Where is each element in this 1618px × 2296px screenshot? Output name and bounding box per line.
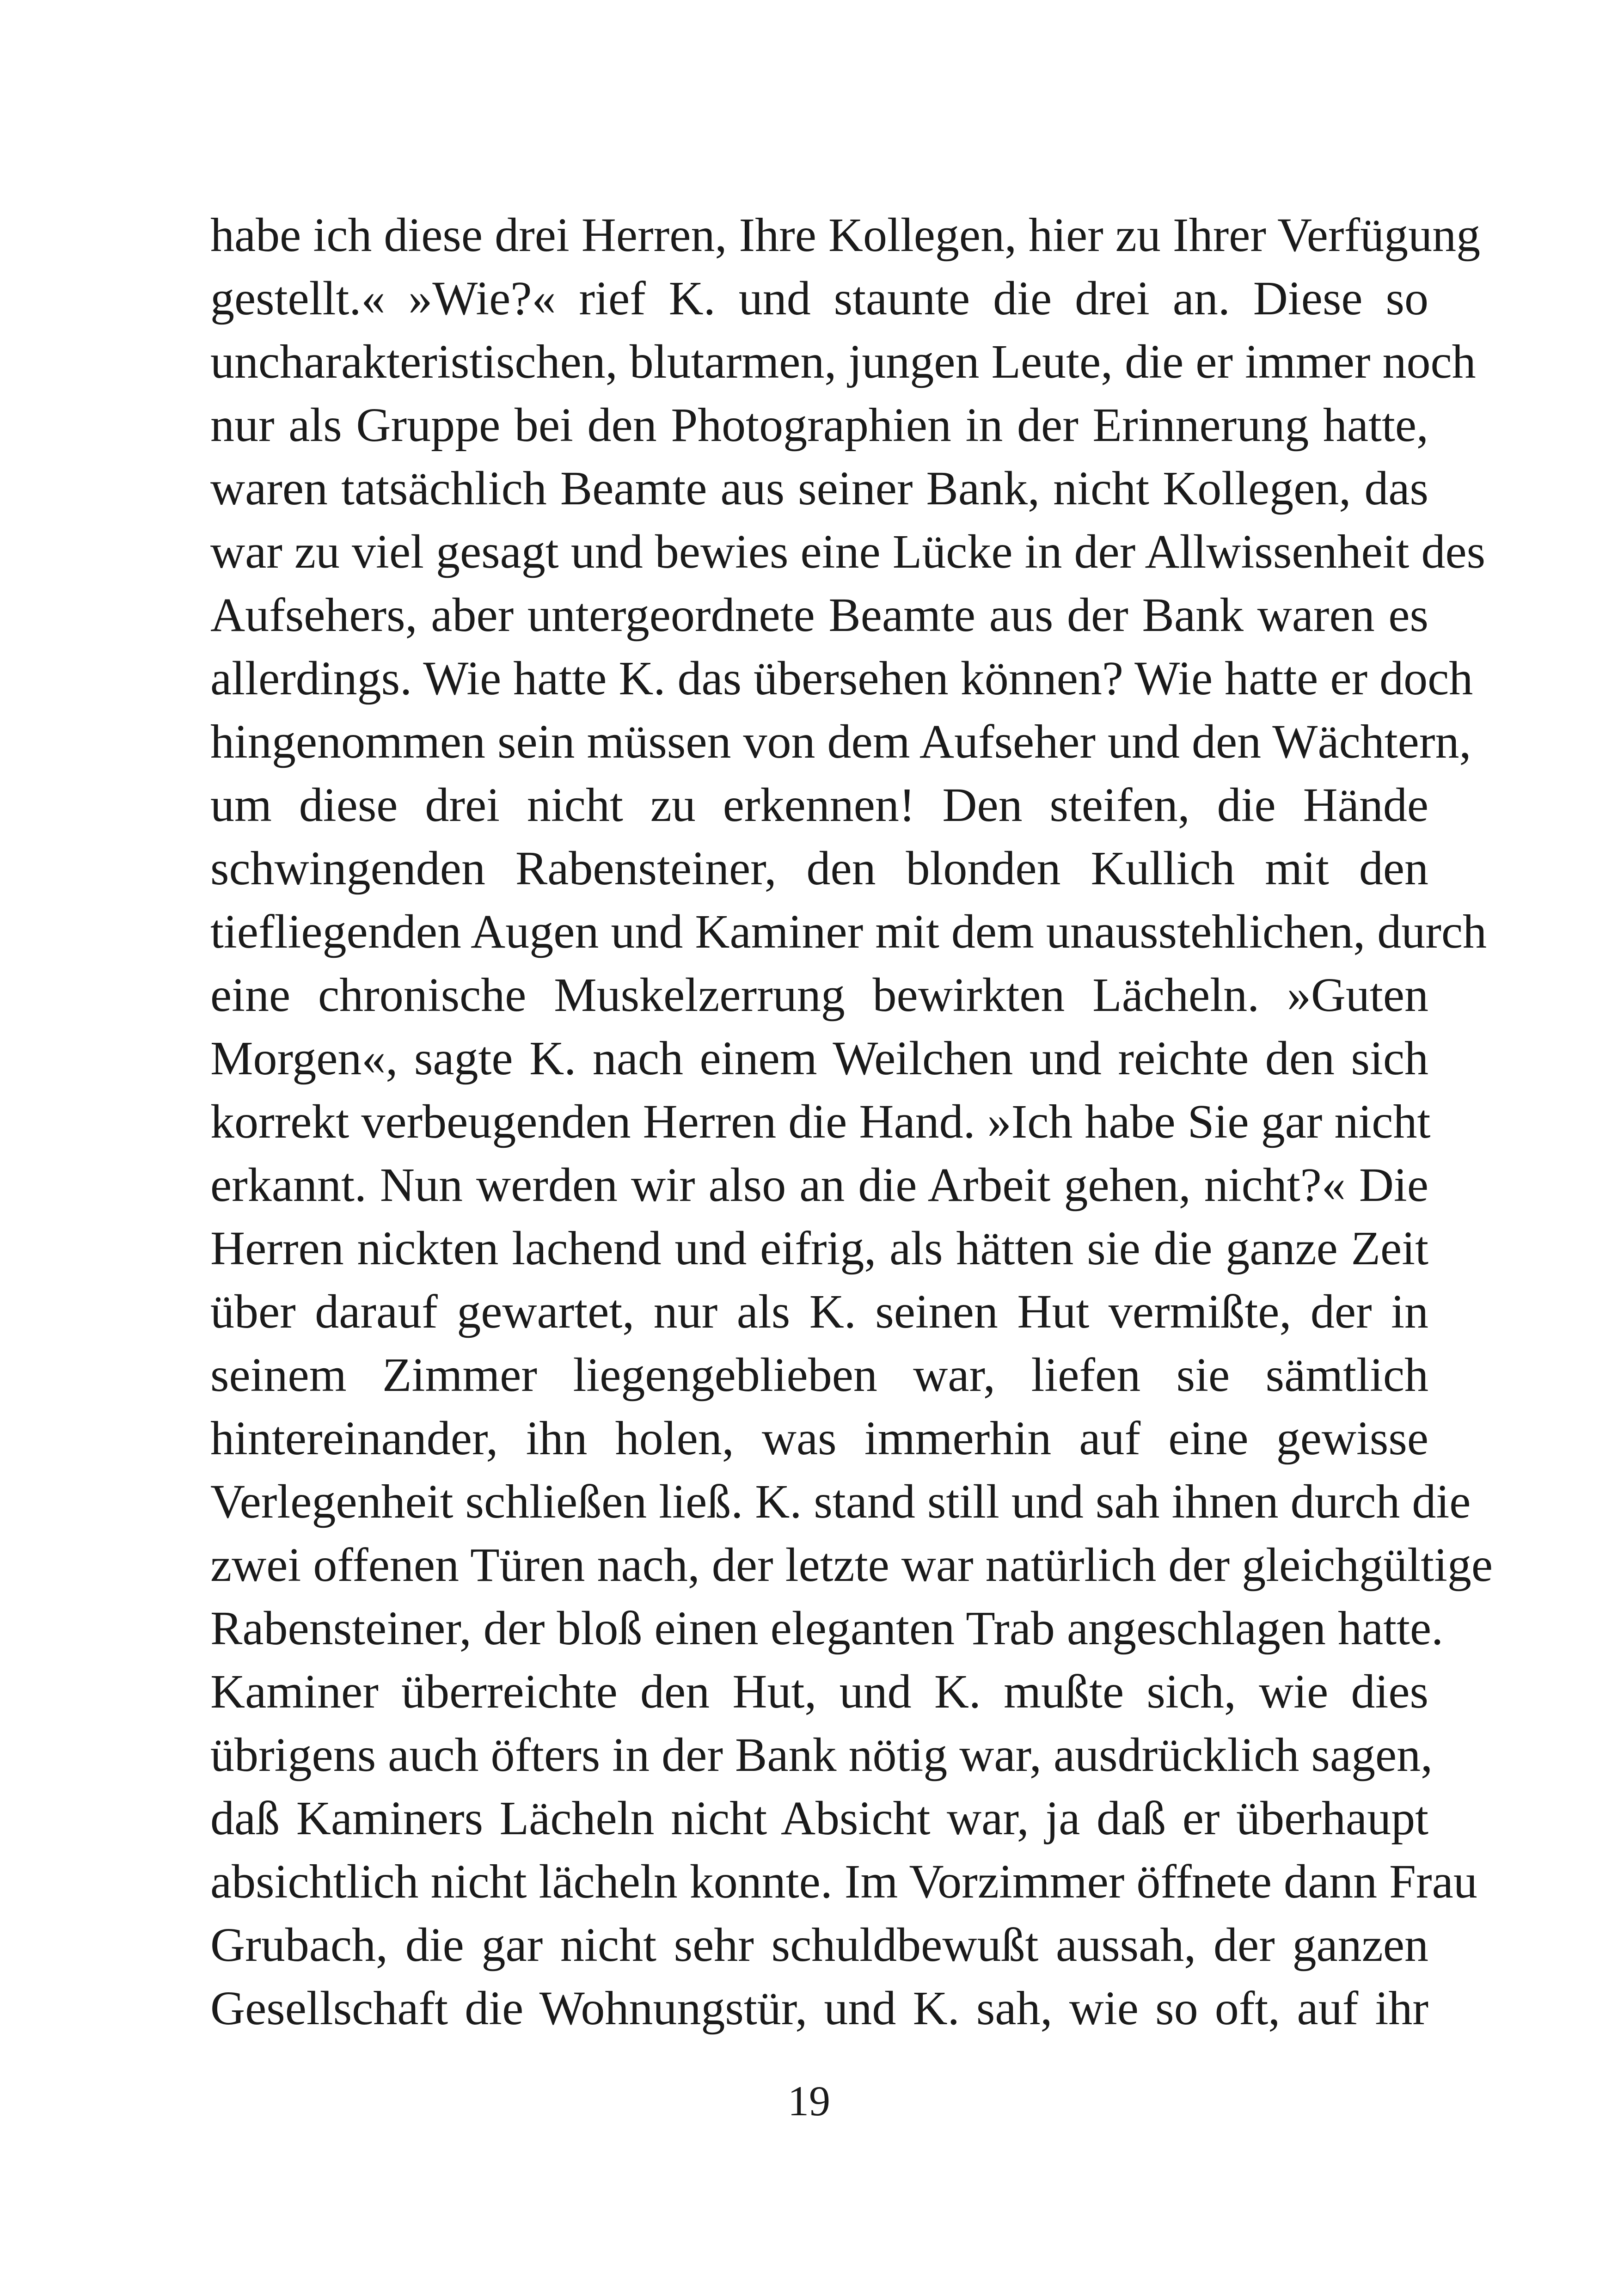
text-line: Aufsehers, aber untergeordnete Beamte aus der Bank waren es: [210, 588, 1428, 642]
text-line: um diese drei nicht zu erkennen! Den steifen, die Hände: [210, 778, 1428, 832]
text-line: nur als Gruppe bei den Photographien in der Erinnerung hatte,: [210, 398, 1428, 452]
text-line: uncharakteristischen, blutarmen, jungen Leute, die er immer noch: [210, 335, 1476, 388]
text-line: hintereinander, ihn holen, was immerhin auf eine gewisse: [210, 1412, 1428, 1465]
text-line: Verlegenheit schließen ließ. K. stand still und sah ihnen durch die: [210, 1475, 1471, 1528]
text-line: absichtlich nicht lächeln konnte. Im Vorzimmer öffnete dann Frau: [210, 1855, 1477, 1908]
text-line: erkannt. Nun werden wir also an die Arbeit gehen, nicht?« Die: [210, 1158, 1428, 1212]
text-line: Gesellschaft die Wohnungstür, und K. sah, wie so oft, auf ihr: [210, 1982, 1428, 2035]
text-line: schwingenden Rabensteiner, den blonden Kullich mit den: [210, 842, 1428, 895]
text-line: zwei offenen Türen nach, der letzte war natürlich der gleichgültige: [210, 1538, 1493, 1592]
text-line: allerdings. Wie hatte K. das übersehen können? Wie hatte er doch: [210, 652, 1473, 705]
text-line: über darauf gewartet, nur als K. seinen Hut vermißte, der in: [210, 1285, 1428, 1338]
text-line: daß Kaminers Lächeln nicht Absicht war, ja daß er überhaupt: [210, 1792, 1428, 1845]
text-line: Rabensteiner, der bloß einen eleganten Trab angeschlagen hatte.: [210, 1602, 1444, 1655]
text-line: hingenommen sein müssen von dem Aufseher und den Wächtern,: [210, 715, 1471, 768]
page-number: 19: [788, 2077, 830, 2125]
text-line: war zu viel gesagt und bewies eine Lücke in der Allwissenheit des: [210, 525, 1486, 578]
body-text: [210, 203, 1493, 2040]
text-line: gestellt.« »Wie?« rief K. und staunte die drei an. Diese so: [210, 272, 1428, 325]
text-line: Morgen«, sagte K. nach einem Weilchen und reichte den sich: [210, 1032, 1428, 1085]
text-line: eine chronische Muskelzerrung bewirkten Lächeln. »Guten: [210, 968, 1428, 1022]
text-line: Herren nickten lachend und eifrig, als hätten sie die ganze Zeit: [210, 1222, 1428, 1275]
text-line: waren tatsächlich Beamte aus seiner Bank, nicht Kollegen, das: [210, 462, 1428, 515]
text-line: Kaminer überreichte den Hut, und K. mußte sich, wie dies: [210, 1665, 1428, 1718]
text-line: tiefliegenden Augen und Kaminer mit dem unausstehlichen, durch: [210, 905, 1487, 958]
text-line: Grubach, die gar nicht sehr schuldbewußt aussah, der ganzen: [210, 1918, 1428, 1971]
text-line: seinem Zimmer liegengeblieben war, liefen sie sämtlich: [210, 1348, 1428, 1402]
text-line: übrigens auch öfters in der Bank nötig war, ausdrücklich sagen,: [210, 1728, 1433, 1782]
text-line: habe ich diese drei Herren, Ihre Kollegen, hier zu Ihrer Verfügung: [210, 208, 1481, 262]
text-line: korrekt verbeugenden Herren die Hand. »Ich habe Sie gar nicht: [210, 1095, 1431, 1148]
